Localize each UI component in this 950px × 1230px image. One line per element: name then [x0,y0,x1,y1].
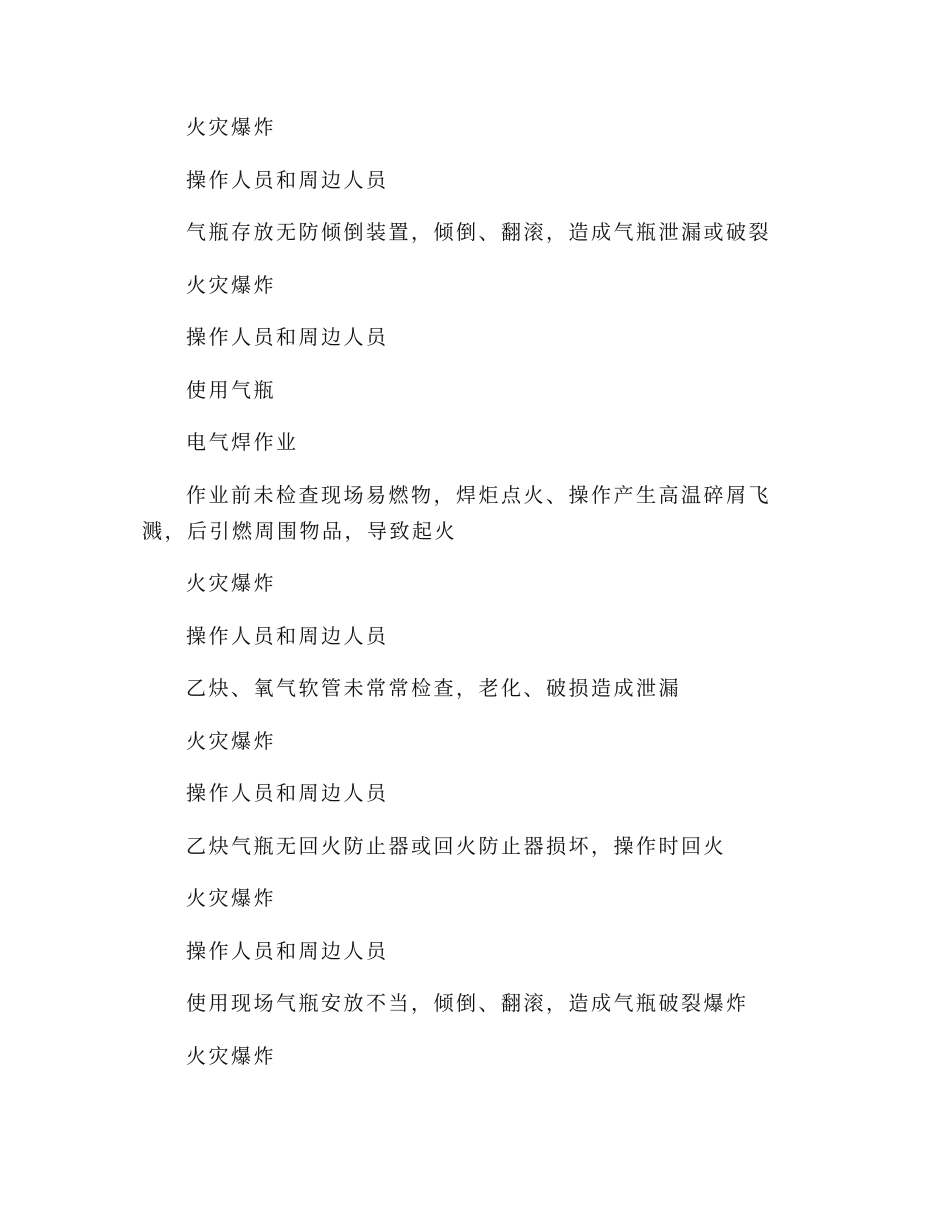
paragraph-16: 操作人员和周边人员 [186,938,389,963]
paragraph-1: 火灾爆炸 [186,115,276,139]
paragraph-6: 使用气瓶 [186,377,276,402]
paragraph-12: 火灾爆炸 [186,728,276,753]
paragraph-17: 使用现场气瓶安放不当，倾倒、翻滚，造成气瓶破裂爆炸 [186,991,749,1015]
paragraph-18: 火灾爆炸 [186,1043,276,1068]
document-body [142,109,792,1090]
paragraph-10: 操作人员和周边人员 [186,623,389,648]
paragraph-4: 火灾爆炸 [186,272,276,297]
paragraph-13: 操作人员和周边人员 [186,781,389,805]
paragraph-2: 操作人员和周边人员 [186,167,389,192]
paragraph-8: 作业前未检查现场易燃物，焊炬点火、操作产生高温碎屑飞溅，后引燃周围物品，导致起火 [142,482,771,543]
paragraph-11: 乙炔、氧气软管未常常检查，老化、破损造成泄漏 [186,676,681,700]
paragraph-14: 乙炔气瓶无回火防止器或回火防止器损坏，操作时回火 [186,833,726,858]
paragraph-15: 火灾爆炸 [186,886,276,910]
paragraph-5: 操作人员和周边人员 [186,325,389,349]
paragraph-9: 火灾爆炸 [186,571,276,595]
paragraph-7: 电气焊作业 [186,430,299,454]
paragraph-3: 气瓶存放无防倾倒装置，倾倒、翻滚，造成气瓶泄漏或破裂 [186,220,771,244]
